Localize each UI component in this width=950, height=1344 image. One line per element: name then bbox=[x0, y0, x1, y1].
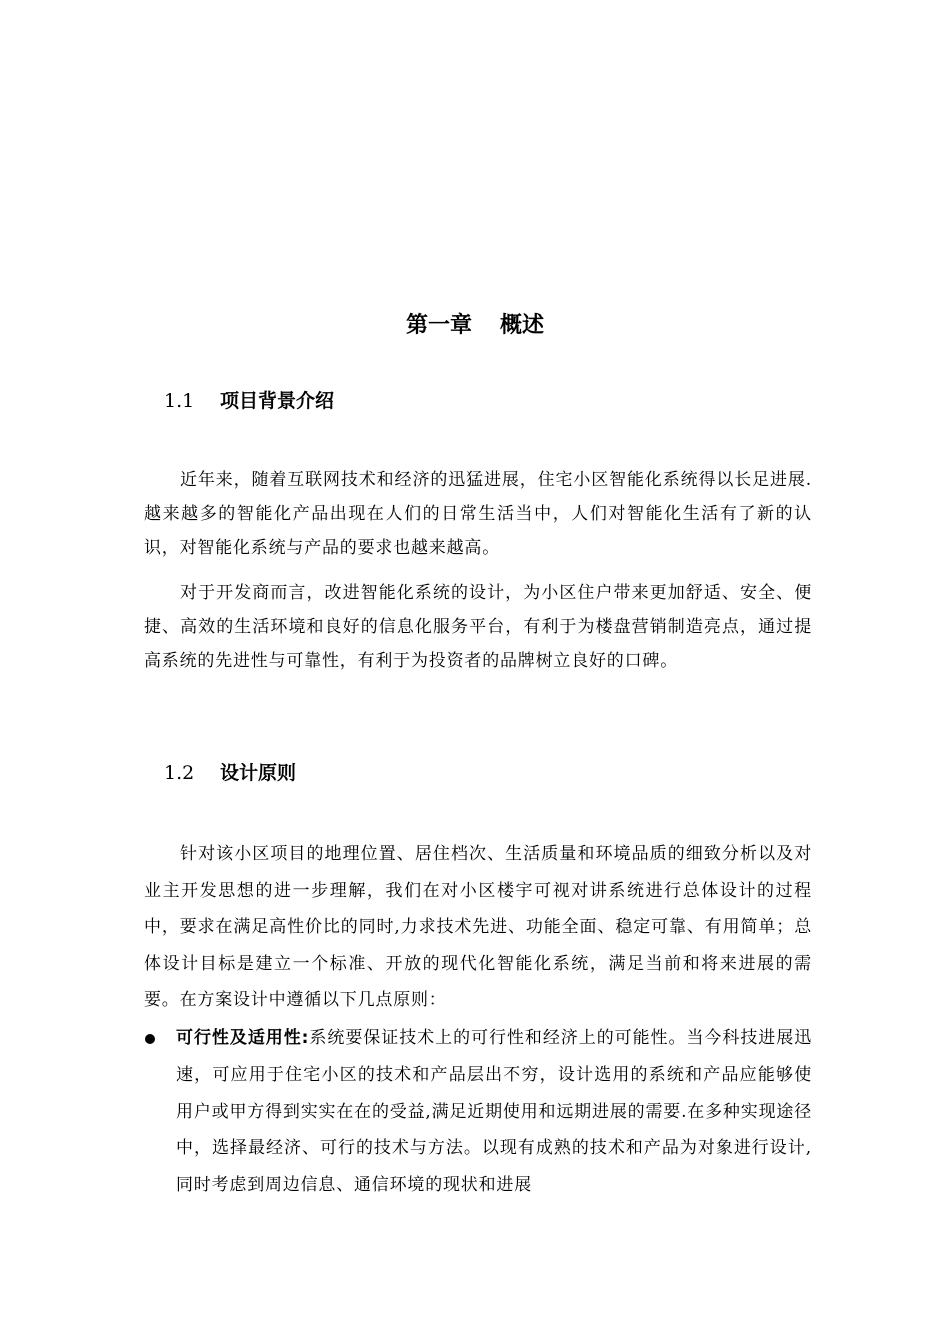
chapter-title bbox=[0, 309, 950, 343]
section-number: 1.2 bbox=[164, 762, 195, 784]
section-heading-1-2 bbox=[164, 758, 296, 788]
section-number: 1.1 bbox=[164, 390, 195, 412]
background-paragraph-1: 近年来，随着互联网技术和经济的迅猛进展，住宅小区智能化系统得以长足进展.越来越多的智能化产品出现在人们的日常生活当中，人们对智能化生活有了新的认识，对智能化系统与产品的要求也越来越高。 bbox=[144, 470, 812, 558]
chapter-label: 第一章 bbox=[405, 313, 472, 338]
background-paragraph-2: 对于开发商而言，改进智能化系统的设计，为小区住户带来更加舒适、安全、便捷、高效的生活环境和良好的信息化服务平台，有利于为楼盘营销制造亮点，通过提高系统的先进性与可靠性，有利于为投资者的品牌树立良好的口碑。 bbox=[144, 583, 812, 671]
list-item bbox=[144, 1020, 812, 1204]
chapter-name: 概述 bbox=[500, 313, 545, 338]
principle-title: 可行性及适用性: bbox=[176, 1028, 310, 1048]
section-heading-1-1 bbox=[164, 386, 334, 416]
principle-text: 系统要保证技术上的可行性和经济上的可能性。当今科技进展迅速，可应用于住宅小区的技术和产品层出不穷，设计选用的系统和产品应能够使用户或甲方得到实实在在的受益,满足近期使用和远期进展的需要.在多种实现途径中，选择最经济、可行的技术与方法。以现有成熟的技术和产品为对象进行设计,同时考虑到周边信息、通信环境的现状和进展 bbox=[176, 1028, 812, 1196]
section-title: 项目背景介绍 bbox=[220, 390, 335, 412]
section-title: 设计原则 bbox=[220, 762, 297, 784]
design-principles-intro: 针对该小区项目的地理位置、居住档次、生活质量和环境品质的细致分析以及对业主开发思想的进一步理解，我们在对小区楼宇可视对讲系统进行总体设计的过程中，要求在满足高性价比的同时,力求技术先进、功能全面、稳定可靠、有用简单；总体设计目标是建立一个标准、开放的现代化智能化系统，满足当前和将来进展的需要。在方案设计中遵循以下几点原则： bbox=[144, 844, 812, 1010]
bullet-icon bbox=[145, 1034, 155, 1044]
